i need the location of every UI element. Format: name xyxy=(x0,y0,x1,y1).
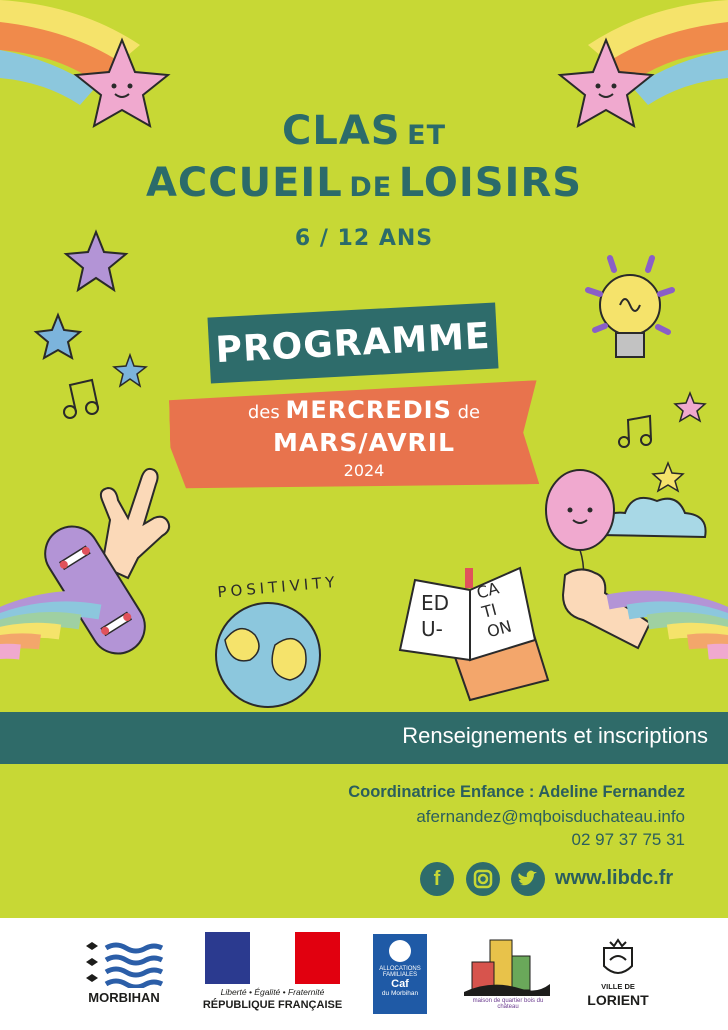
title-et: ET xyxy=(407,120,447,151)
caf-line-1: ALLOCATIONS FAMILIALES xyxy=(379,966,421,978)
globe-icon xyxy=(216,603,320,707)
twitter-glyph xyxy=(518,870,538,888)
twitter-icon[interactable] xyxy=(511,862,545,896)
contact-email[interactable]: afernandez@mqboisduchateau.info xyxy=(416,807,685,826)
book-right-line-3: ON xyxy=(485,616,514,642)
title-de: DE xyxy=(349,172,393,203)
partner-logos-footer xyxy=(0,918,728,1030)
book-left-line-2: U- xyxy=(421,617,443,641)
dates-suffix: de xyxy=(457,402,481,423)
maison-caption: maison de quartier bois du château xyxy=(472,998,544,1010)
title-line-2 xyxy=(0,160,728,206)
title-accueil: ACCUEIL xyxy=(145,160,343,206)
flag-red xyxy=(295,932,340,984)
morbihan-logo xyxy=(84,940,164,988)
dates-months: MARS/AVRIL xyxy=(272,428,456,457)
caf-line-2: Caf xyxy=(391,978,409,990)
website-link[interactable]: www.libdc.fr xyxy=(555,867,674,889)
book-left-line-1: ED xyxy=(421,591,450,615)
facebook-icon[interactable]: f xyxy=(420,862,454,896)
cloud-icon xyxy=(600,498,706,537)
lorient-line-1: VILLE DE xyxy=(601,982,635,991)
book-right-line-1: CA xyxy=(474,578,501,603)
caf-logo xyxy=(373,934,427,1014)
positivity-arc-text: POSITIVITY xyxy=(216,572,340,602)
title-loisirs: LOISIRS xyxy=(398,160,583,206)
instagram-icon[interactable] xyxy=(466,862,500,896)
dates-prefix: des xyxy=(247,402,280,423)
info-band-text: Renseignements et inscriptions xyxy=(402,723,708,748)
lorient-crest-icon xyxy=(598,938,638,982)
maison-de-quartier-logo xyxy=(462,934,552,996)
instagram-glyph xyxy=(473,869,493,889)
dates-line-1 xyxy=(0,396,728,424)
republique-name: RÉPUBLIQUE FRANÇAISE xyxy=(202,999,343,1011)
republique-francaise-logo xyxy=(205,932,340,984)
age-range: 6 / 12 ANS xyxy=(294,226,434,251)
dates-year: 2024 xyxy=(343,461,385,480)
title-line-1 xyxy=(0,108,728,154)
rock-hand-icon xyxy=(101,469,169,578)
coordinator-name: Coordinatrice Enfance : Adeline Fernandez xyxy=(348,783,685,801)
morbihan-label: MORBIHAN xyxy=(88,990,160,1005)
flag-white xyxy=(250,932,295,984)
lorient-line-2: LORIENT xyxy=(587,992,649,1008)
title-clas: CLAS xyxy=(281,108,401,154)
programme-label: PROGRAMME xyxy=(207,303,498,384)
dates-emphasis: MERCREDIS xyxy=(285,396,452,424)
book-right-line-2: TI xyxy=(479,599,499,622)
republique-motto: Liberté • Égalité • Fraternité xyxy=(220,987,325,997)
star-blue-icon xyxy=(36,315,80,358)
lightbulb-icon xyxy=(588,258,672,357)
book-left-text xyxy=(421,590,449,642)
flag-blue xyxy=(205,932,250,984)
contact-phone[interactable]: 02 97 37 75 31 xyxy=(571,830,685,849)
caf-emblem-icon xyxy=(389,940,411,962)
caf-line-3: du Morbihan xyxy=(381,990,419,997)
star-small-blue-icon xyxy=(114,355,146,386)
